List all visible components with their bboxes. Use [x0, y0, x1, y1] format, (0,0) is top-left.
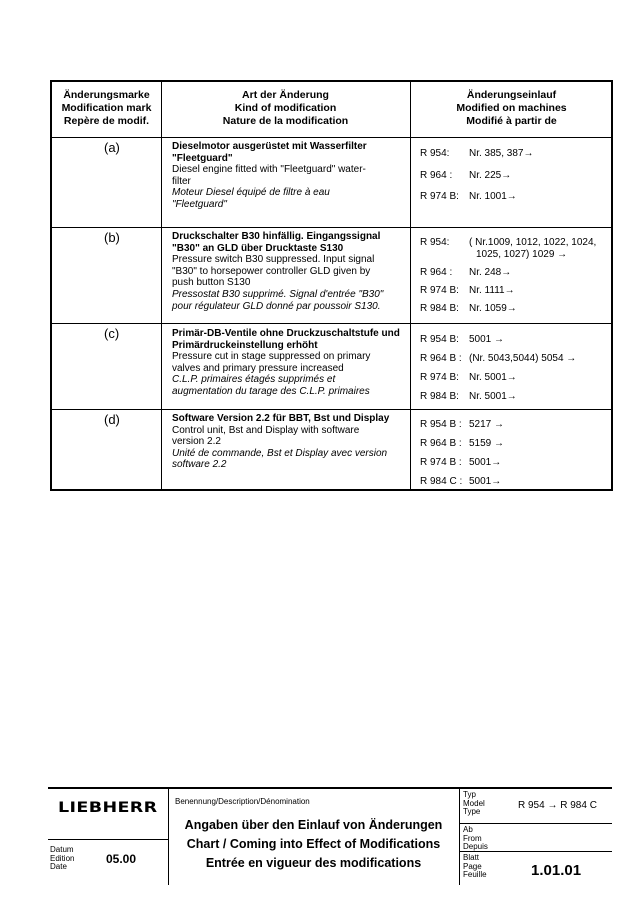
modification-mark: (c) — [104, 326, 120, 341]
header-kind: Art der Änderung Kind of modification Nature de la modification — [222, 89, 349, 127]
machine-row: R 974 B: Nr. 1001→ — [420, 191, 517, 202]
machine-row: R 974 B: Nr. 5001→ — [420, 372, 517, 383]
header-mark: Änderungsmarke Modification mark Repère de modif. — [61, 89, 152, 127]
title-block-divider — [459, 823, 612, 824]
header-machines: Änderungseinlauf Modified on machines Modifié à partir de — [456, 89, 567, 127]
description-label: Benennung/Description/Dénomination — [175, 797, 310, 806]
modification-description: Primär-DB-Ventile ohne Druckzuschaltstufe und Primärdruckeinstellung erhöht Pressure cut in stage suppressed on primary valves and primary pressure increased C.L.P. primaires étagés supprimés et augmentation du tarage des C.L.P. primaires — [172, 328, 400, 397]
column-divider — [410, 82, 411, 489]
company-logo: LIEBHERR — [58, 800, 158, 816]
modification-description: Druckschalter B30 hinfällig. Eingangssignal "B30" an GLD über Drucktaste S130 Pressure switch B30 suppressed. Input signal "B30" to horsepower controller GLD given by push button S130 Pressostat B30 supprimé. Signal d'entrée "B30" pour régulateur GLD donné par poussoir S130. — [172, 231, 384, 312]
machine-row: R 964 : Nr. 225→ — [420, 169, 512, 181]
machine-list — [420, 334, 615, 413]
machine-list — [420, 148, 615, 213]
title-block-top-rule — [48, 787, 612, 789]
machine-row: R 954: ( Nr.1009, 1012, 1022, 1024, 1025, 1027) 1029 → — [420, 237, 597, 260]
from-label: Ab From Depuis — [463, 825, 488, 851]
row-divider — [52, 227, 611, 228]
machine-row: R 954 B : 5217 → — [420, 419, 505, 430]
edition-date: 05.00 — [106, 852, 137, 866]
modification-mark: (a) — [104, 140, 120, 155]
machine-row: R 954 B: 5001 → — [420, 334, 505, 345]
column-divider — [161, 82, 162, 489]
modification-mark: (b) — [104, 230, 120, 245]
machine-row: R 964 : Nr. 248→ — [420, 267, 512, 278]
machine-row: R 984 B: Nr. 1059→ — [420, 303, 517, 314]
machine-row: R 984 C : 5001→ — [420, 476, 502, 487]
title-block-divider — [48, 839, 168, 840]
document-title: Angaben über den Einlauf von Änderungen Chart / Coming into Effect of Modifications Entrée en vigueur des modifications — [184, 818, 443, 870]
machine-row: R 964 B : (Nr. 5043,5044) 5054 → — [420, 353, 577, 364]
modification-table — [50, 80, 613, 491]
date-label: Datum Edition Date — [50, 845, 75, 871]
page-number: 1.01.01 — [531, 862, 582, 879]
machine-list — [420, 237, 615, 325]
page-label: Blatt Page Feuille — [463, 853, 487, 879]
title-block-divider — [459, 787, 460, 885]
model-label: Typ Model Type — [463, 790, 485, 816]
modification-description: Software Version 2.2 für BBT, Bst und Display Control unit, Bst and Display with software version 2.2 Unité de commande, Bst et Display avec version software 2.2 — [172, 413, 390, 471]
title-block-divider — [168, 787, 169, 885]
machine-row: R 984 B: Nr. 5001→ — [420, 391, 517, 402]
title-block — [48, 787, 612, 887]
header-divider — [52, 137, 611, 138]
model-range: R 954 → R 984 C — [518, 800, 597, 811]
modification-mark: (d) — [104, 412, 120, 427]
machine-list — [420, 419, 615, 498]
machine-row: R 964 B : 5159 → — [420, 438, 505, 449]
machine-row: R 954: Nr. 385, 387→ — [420, 148, 534, 159]
machine-row: R 974 B: Nr. 1111→ — [420, 285, 515, 296]
machine-row: R 974 B : 5001→ — [420, 457, 502, 468]
modification-description: Dieselmotor ausgerüstet mit Wasserfilter "Fleetguard" Diesel engine fitted with "Fleetguard" water- filter Moteur Diesel équipé de filtre à eau "Fleetguard" — [172, 141, 367, 210]
